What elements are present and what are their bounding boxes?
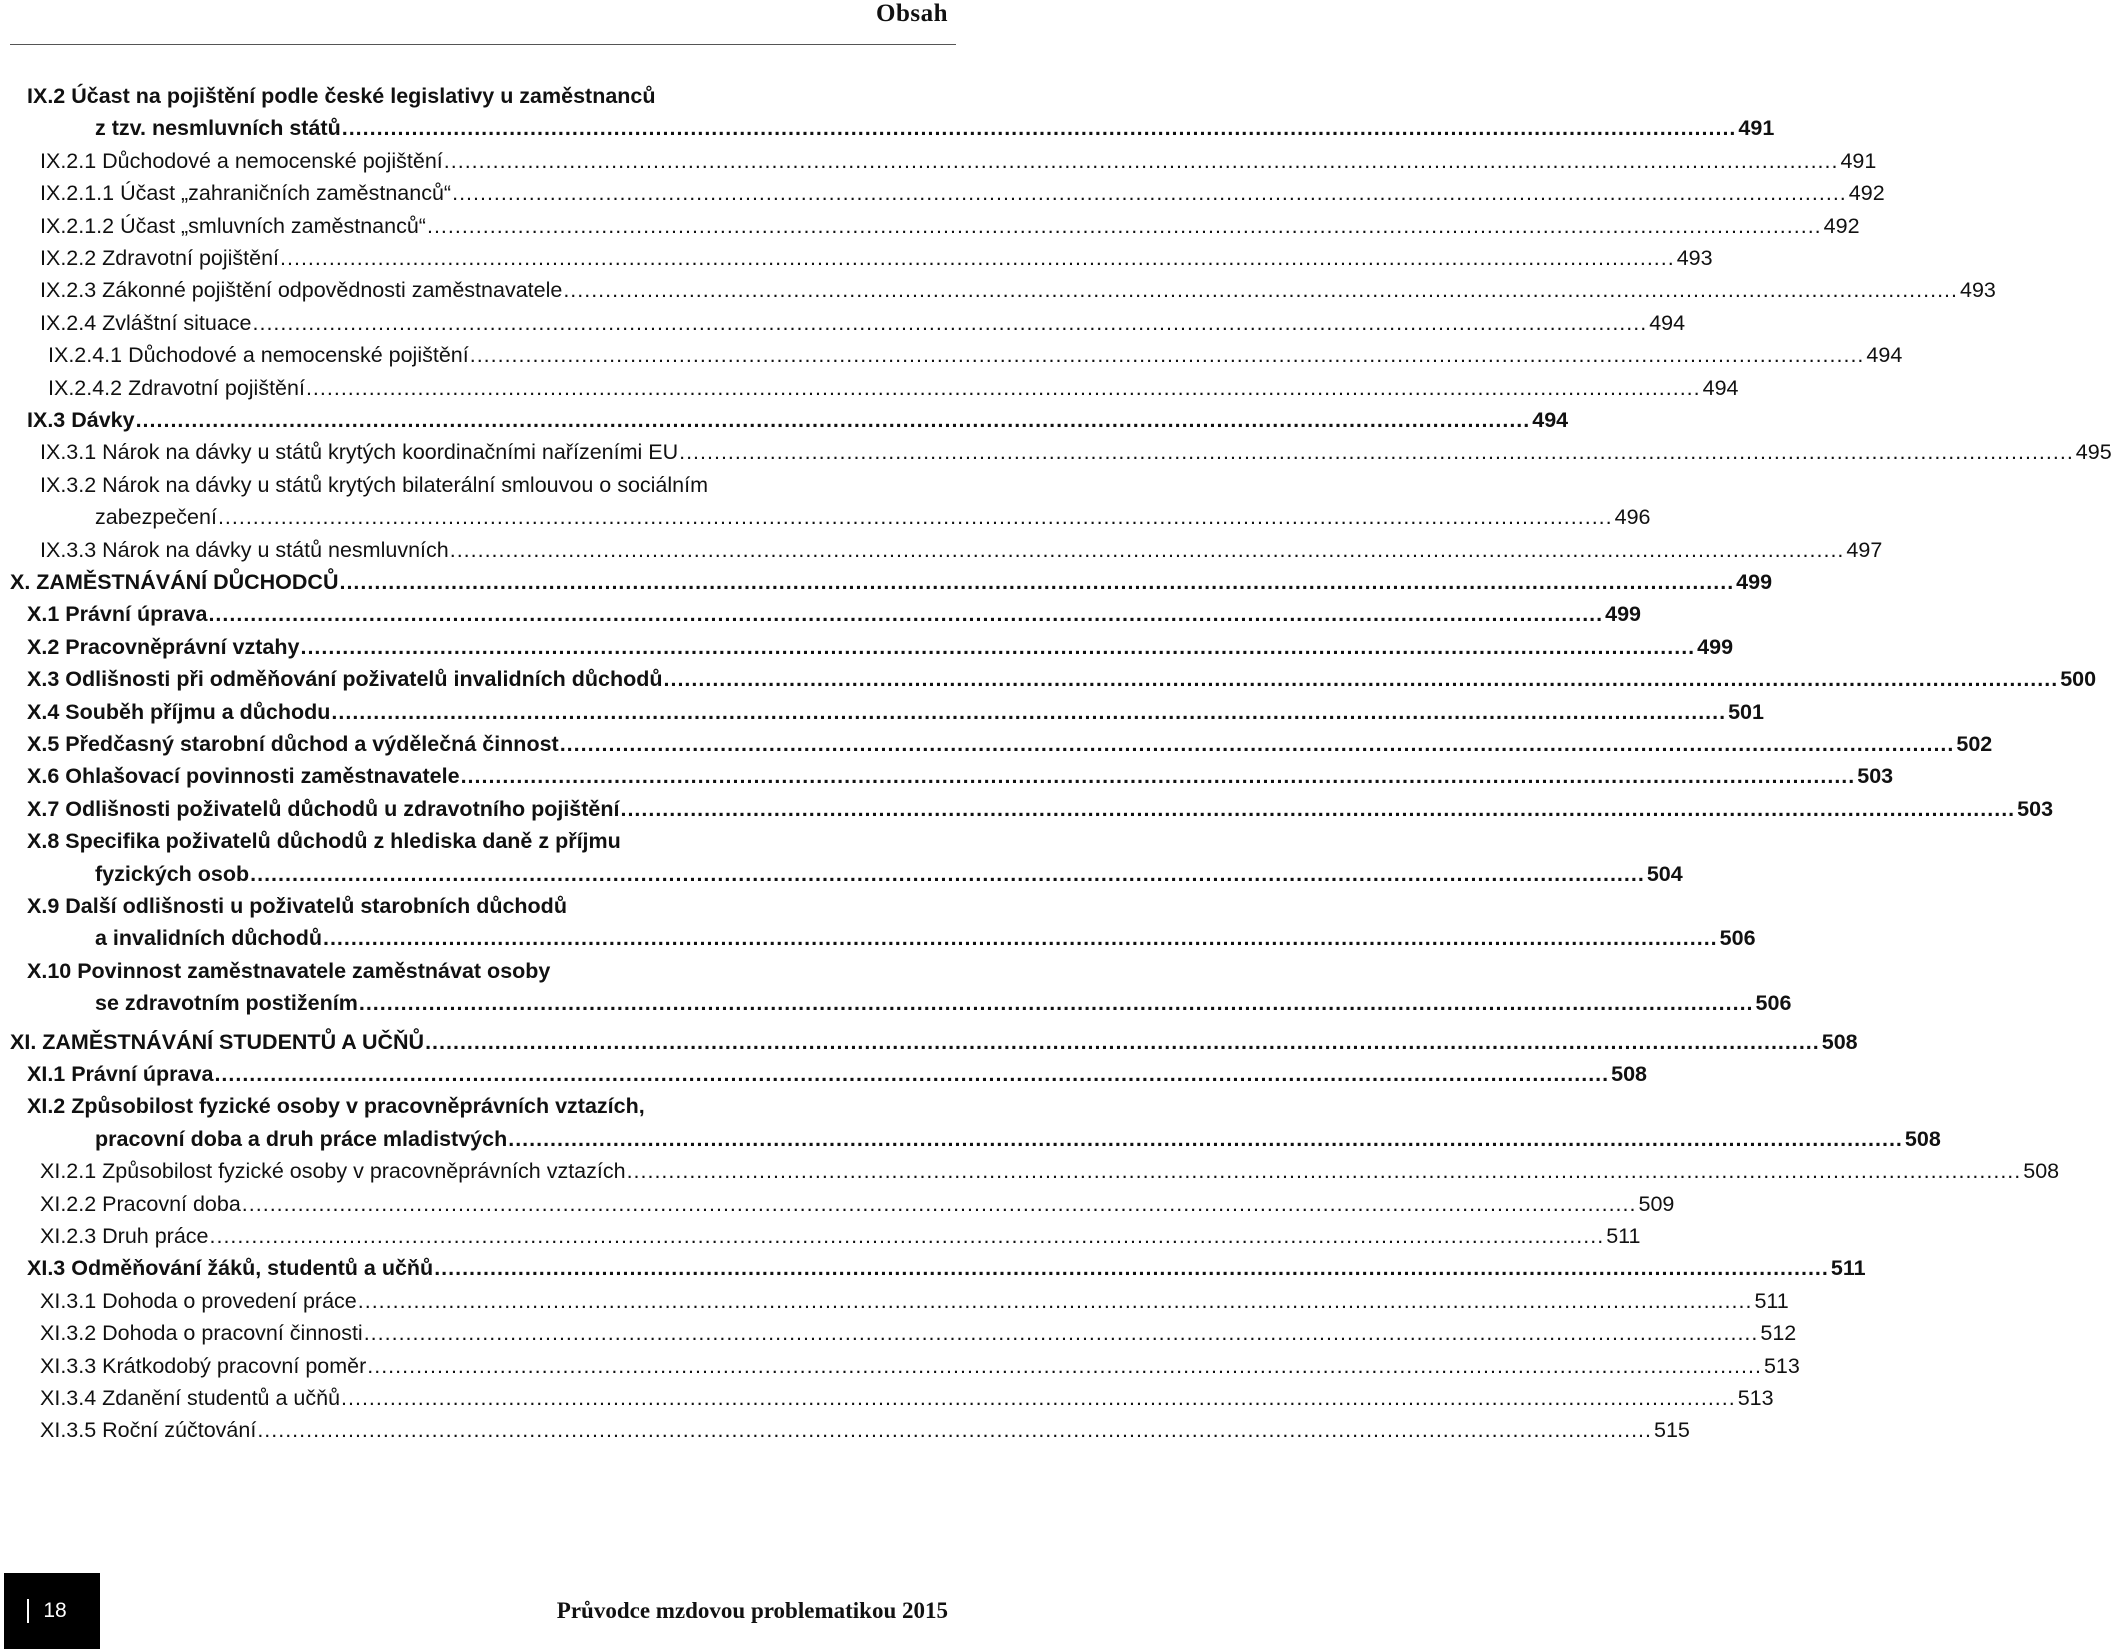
toc-page-number: 494 — [1649, 311, 1686, 335]
toc-dot-leader: ........................................................................................................................................................................................................ — [460, 764, 1856, 788]
toc-entry-title: IX.3.3 Nárok na dávky u států nesmluvních — [40, 538, 449, 562]
toc-entry — [10, 562, 1773, 596]
toc-page-number: 513 — [1737, 1386, 1774, 1410]
toc-entry — [48, 368, 1739, 402]
toc-page-number: 508 — [1904, 1127, 1941, 1151]
toc-page-number: 499 — [1605, 602, 1642, 626]
toc-entry-title: X.5 Předčasný starobní důchod a výdělečná činnost — [27, 732, 559, 756]
toc-dot-leader: ........................................................................................................................................................................................................ — [300, 635, 1696, 659]
toc-page-number: 500 — [2060, 667, 2097, 691]
toc-entry-title: pracovní doba a druh práce mladistvých — [95, 1127, 508, 1151]
toc-dot-leader: ........................................................................................................................................................................................................ — [250, 862, 1645, 886]
toc-entry-title: XI.3.5 Roční zúčtování — [40, 1418, 257, 1442]
toc-dot-leader: ........................................................................................................................................................................................................ — [563, 278, 1958, 302]
toc-entry-title: XI.3 Odměňování žáků, studentů a učňů — [27, 1256, 434, 1280]
toc-entry — [27, 789, 2054, 823]
toc-entry-title: XI.2.2 Pracovní doba — [40, 1192, 241, 1216]
toc-entry — [40, 206, 1860, 240]
toc-dot-leader: ........................................................................................................................................................................................................ — [358, 991, 1754, 1015]
toc-entry-title: IX.2 Účast na pojištění podle české legislativy u zaměstnanců — [27, 84, 656, 108]
toc-page-number: 493 — [1676, 246, 1713, 270]
toc-page-number: 492 — [1823, 214, 1860, 238]
toc-page-number: 501 — [1728, 700, 1764, 724]
toc-page-number: 494 — [1532, 408, 1569, 432]
toc-dot-leader: ........................................................................................................................................................................................................ — [559, 732, 1955, 756]
toc-page-number: 493 — [1960, 278, 1996, 302]
toc-entry — [27, 400, 1569, 434]
toc-entry-title: X.4 Souběh příjmu a důchodu — [27, 700, 331, 724]
toc-entry — [27, 886, 940, 920]
toc-entry-title: IX.3.1 Nárok na dávky u států krytých koordinačními nařízeními EU — [40, 440, 679, 464]
toc-entry — [27, 1086, 940, 1120]
toc-page-number: 506 — [1755, 991, 1792, 1015]
toc-dot-leader: ........................................................................................................................................................................................................ — [434, 1256, 1829, 1280]
toc-page-number: 512 — [1760, 1321, 1797, 1345]
toc-entry — [40, 270, 1996, 304]
toc-entry — [95, 497, 1651, 531]
toc-dot-leader: ........................................................................................................................................................................................................ — [280, 246, 1675, 270]
toc-entry-title: XI.2.1 Způsobilost fyzické osoby v pracovněprávních vztazích — [40, 1159, 626, 1183]
toc-entry — [95, 983, 1792, 1017]
toc-page-number: 511 — [1754, 1289, 1789, 1313]
toc-entry-title: IX.2.4.1 Důchodové a nemocenské pojištění — [48, 343, 469, 367]
header-rule — [10, 44, 956, 45]
toc-entry — [40, 432, 2112, 466]
toc-dot-leader: ........................................................................................................................................................................................................ — [209, 1224, 1605, 1248]
toc-page-number: 508 — [1821, 1030, 1858, 1054]
toc-entry — [95, 918, 1756, 952]
toc-dot-leader: ........................................................................................................................................................................................................ — [449, 538, 1845, 562]
toc-entry — [40, 1281, 1789, 1315]
toc-page-number: 494 — [1866, 343, 1903, 367]
toc-entry-title: XI.2 Způsobilost fyzické osoby v pracovněprávních vztazích, — [27, 1094, 645, 1118]
toc-dot-leader: ........................................................................................................................................................................................................ — [341, 1386, 1736, 1410]
toc-page-number: 492 — [1848, 181, 1885, 205]
toc-entry — [40, 1378, 1774, 1412]
toc-entry-title: z tzv. nesmluvních států — [95, 116, 341, 140]
toc-page-number: 509 — [1638, 1192, 1675, 1216]
toc-page-number: 513 — [1763, 1354, 1800, 1378]
page-number: 18 — [27, 1599, 66, 1623]
toc-entry-title: XI.3.4 Zdanění studentů a učňů — [40, 1386, 341, 1410]
toc-entry-title: IX.2.1.1 Účast „zahraničních zaměstnanců“ — [40, 181, 452, 205]
toc-page-number: 495 — [2075, 440, 2112, 464]
toc-page-number: 508 — [2023, 1159, 2060, 1183]
toc-page-number: 504 — [1646, 862, 1683, 886]
toc-page-number: 503 — [1857, 764, 1894, 788]
toc-entry-title: IX.3 Dávky — [27, 408, 135, 432]
toc-entry — [27, 951, 940, 985]
toc-entry-title: IX.2.1.2 Účast „smluvních zaměstnanců“ — [40, 214, 426, 238]
toc-entry — [48, 335, 1903, 369]
toc-entry-title: XI.1 Právní úprava — [27, 1062, 214, 1086]
toc-page-number: 506 — [1719, 926, 1756, 950]
toc-entry-title: X.7 Odlišnosti poživatelů důchodů u zdravotního pojištění — [27, 797, 620, 821]
toc-dot-leader: ........................................................................................................................................................................................................ — [425, 1030, 1820, 1054]
toc-dot-leader: ........................................................................................................................................................................................................ — [426, 214, 1822, 238]
toc-page-number: 511 — [1606, 1224, 1641, 1248]
toc-dot-leader: ........................................................................................................................................................................................................ — [135, 408, 1531, 432]
toc-entry — [27, 724, 1993, 758]
toc-entry — [27, 659, 2097, 693]
toc-entry — [40, 1216, 1641, 1250]
toc-dot-leader: ........................................................................................................................................................................................................ — [331, 700, 1727, 724]
toc-entry-title: X.6 Ohlašovací povinnosti zaměstnavatele — [27, 764, 460, 788]
toc-entry-title: IX.2.4 Zvláštní situace — [40, 311, 252, 335]
toc-dot-leader: ........................................................................................................................................................................................................ — [626, 1159, 2022, 1183]
toc-page-number: 502 — [1956, 732, 1993, 756]
toc-dot-leader: ........................................................................................................................................................................................................ — [508, 1127, 1903, 1151]
running-header-title: Obsah — [876, 0, 948, 27]
toc-dot-leader: ........................................................................................................................................................................................................ — [305, 376, 1701, 400]
toc-dot-leader: ........................................................................................................................................................................................................ — [252, 311, 1648, 335]
toc-dot-leader: ........................................................................................................................................................................................................ — [341, 116, 1737, 140]
toc-entry — [27, 627, 1734, 661]
toc-entry — [27, 821, 940, 855]
toc-entry — [27, 594, 1642, 628]
toc-dot-leader: ........................................................................................................................................................................................................ — [663, 667, 2059, 691]
toc-dot-leader: ........................................................................................................................................................................................................ — [452, 181, 1847, 205]
toc-entry-title: IX.2.3 Zákonné pojištění odpovědnosti zaměstnavatele — [40, 278, 563, 302]
toc-page-number: 496 — [1614, 505, 1651, 529]
toc-entry — [10, 1022, 1858, 1056]
toc-entry — [27, 756, 1894, 790]
toc-page-number: 499 — [1697, 635, 1734, 659]
toc-dot-leader: ........................................................................................................................................................................................................ — [322, 926, 1718, 950]
toc-page-number: 503 — [2017, 797, 2054, 821]
toc-page-number: 491 — [1738, 116, 1775, 140]
toc-dot-leader: ........................................................................................................................................................................................................ — [469, 343, 1865, 367]
toc-entry-title: X.8 Specifika poživatelů důchodů z hlediska daně z příjmu — [27, 829, 621, 853]
toc-entry-title: IX.2.2 Zdravotní pojištění — [40, 246, 280, 270]
toc-entry — [27, 1054, 1647, 1088]
toc-dot-leader: ........................................................................................................................................................................................................ — [367, 1354, 1762, 1378]
page-number-box — [4, 1573, 100, 1649]
toc-entry — [95, 1119, 1941, 1153]
toc-entry — [40, 1184, 1675, 1218]
toc-entry-title: X. ZAMĚSTNÁVÁNÍ DŮCHODCŮ — [10, 570, 339, 594]
footer-book-title: Průvodce mzdovou problematikou 2015 — [556, 1598, 948, 1623]
toc-entry-title: XI.2.3 Druh práce — [40, 1224, 209, 1248]
toc-entry — [40, 465, 940, 499]
toc-dot-leader: ........................................................................................................................................................................................................ — [620, 797, 2016, 821]
toc-entry — [27, 692, 1764, 726]
toc-entry-title: XI.3.1 Dohoda o provedení práce — [40, 1289, 357, 1313]
toc-entry — [95, 108, 1775, 142]
toc-dot-leader: ........................................................................................................................................................................................................ — [241, 1192, 1637, 1216]
toc-entry-title: IX.2.4.2 Zdravotní pojištění — [48, 376, 305, 400]
toc-entry-title: XI.3.2 Dohoda o pracovní činnosti — [40, 1321, 363, 1345]
toc-page-number: 491 — [1840, 149, 1877, 173]
toc-entry-title: X.9 Další odlišnosti u poživatelů starobních důchodů — [27, 894, 567, 918]
toc-entry-title: X.1 Právní úprava — [27, 602, 208, 626]
toc-dot-leader: ........................................................................................................................................................................................................ — [357, 1289, 1753, 1313]
toc-entry-title: X.2 Pracovněprávní vztahy — [27, 635, 300, 659]
toc-entry — [40, 1313, 1797, 1347]
toc-page-number: 494 — [1702, 376, 1739, 400]
toc-entry-title: X.10 Povinnost zaměstnavatele zaměstnávat osoby — [27, 959, 551, 983]
toc-entry — [40, 173, 1885, 207]
toc-entry — [27, 1248, 1866, 1282]
toc-entry-title: fyzických osob — [95, 862, 250, 886]
toc-page-number: 515 — [1654, 1418, 1690, 1442]
toc-dot-leader: ........................................................................................................................................................................................................ — [214, 1062, 1610, 1086]
toc-dot-leader: ........................................................................................................................................................................................................ — [443, 149, 1839, 173]
toc-entry-title: XI. ZAMĚSTNÁVÁNÍ STUDENTŮ A UČŇŮ — [10, 1030, 425, 1054]
toc-entry — [40, 141, 1877, 175]
toc-dot-leader: ........................................................................................................................................................................................................ — [339, 570, 1735, 594]
toc-entry — [40, 303, 1686, 337]
toc-page-number: 511 — [1830, 1256, 1866, 1280]
toc-page-number: 497 — [1846, 538, 1883, 562]
toc-entry-title: se zdravotním postižením — [95, 991, 358, 1015]
toc-dot-leader: ........................................................................................................................................................................................................ — [363, 1321, 1759, 1345]
toc-entry-title: IX.3.2 Nárok na dávky u států krytých bilaterální smlouvou o sociálním — [40, 473, 709, 497]
toc-entry-title: zabezpečení — [95, 505, 217, 529]
toc-entry-title: IX.2.1 Důchodové a nemocenské pojištění — [40, 149, 443, 173]
toc-entry — [40, 530, 1883, 564]
toc-entry-title: X.3 Odlišnosti při odměňování poživatelů invalidních důchodů — [27, 667, 663, 691]
toc-dot-leader: ........................................................................................................................................................................................................ — [257, 1418, 1652, 1442]
toc-entry — [27, 76, 940, 110]
toc-dot-leader: ........................................................................................................................................................................................................ — [208, 602, 1604, 626]
toc-entry-title: a invalidních důchodů — [95, 926, 322, 950]
toc-entry — [40, 1346, 1800, 1380]
toc-page-number: 499 — [1736, 570, 1773, 594]
toc-entry — [40, 1151, 2060, 1185]
toc-page-number: 508 — [1611, 1062, 1647, 1086]
toc-entry-title: XI.3.3 Krátkodobý pracovní poměr — [40, 1354, 367, 1378]
toc-dot-leader: ........................................................................................................................................................................................................ — [679, 440, 2074, 464]
toc-dot-leader: ........................................................................................................................................................................................................ — [217, 505, 1613, 529]
toc-entry — [40, 1410, 1690, 1444]
toc-entry — [95, 854, 1683, 888]
toc-entry — [40, 238, 1713, 272]
